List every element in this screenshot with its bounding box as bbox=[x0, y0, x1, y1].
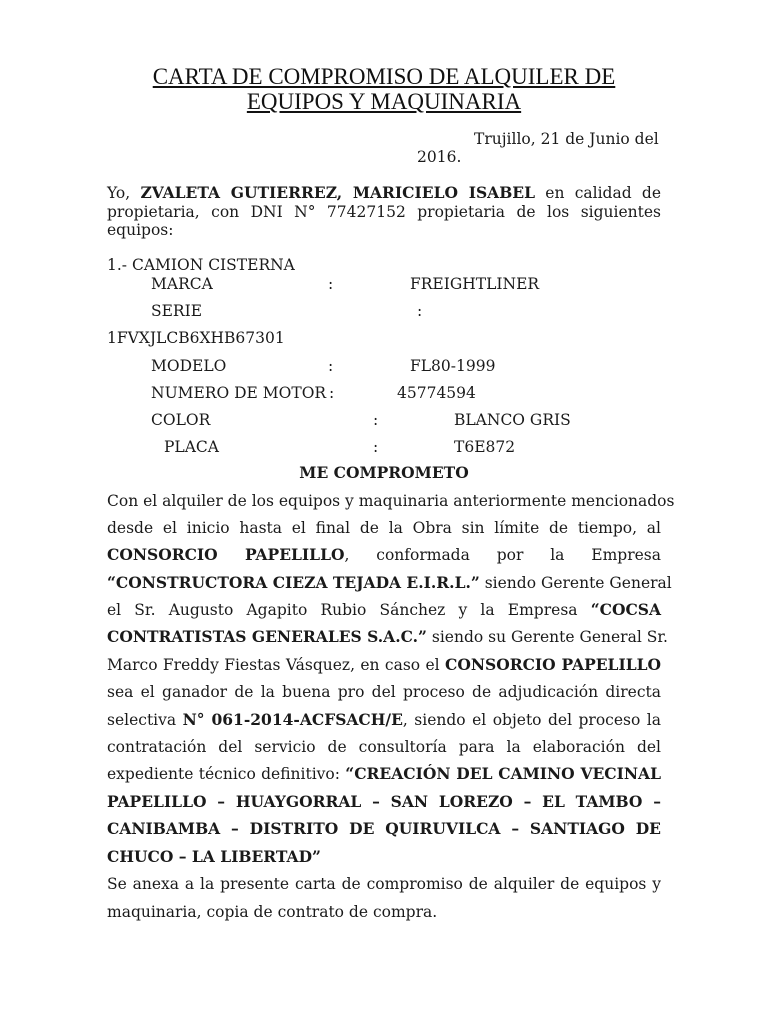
intro-capacity: en calidad de bbox=[545, 184, 662, 202]
body-line-5 bbox=[107, 601, 661, 619]
body-line-4 bbox=[107, 573, 672, 592]
motor-label: NUMERO DE MOTOR bbox=[151, 384, 327, 402]
intro-line-3: equipos: bbox=[107, 221, 174, 239]
body-line-16: maquinaria, copia de contrato de compra. bbox=[107, 903, 438, 921]
company-2-name-start: “COCSA bbox=[590, 600, 661, 619]
placa-colon: : bbox=[373, 438, 379, 456]
project-name-start: “CREACIÓN DEL CAMINO VECINAL bbox=[345, 764, 661, 783]
equipment-heading: 1.- CAMION CISTERNA bbox=[107, 256, 295, 274]
process-number: N° 061-2014-ACFSACH/E bbox=[182, 710, 403, 729]
body-line-2: desde el inicio hasta el final de la Obra sin límite de tiempo, al bbox=[107, 519, 661, 537]
company-1-name: “CONSTRUCTORA CIEZA TEJADA E.I.R.L.” bbox=[107, 573, 480, 592]
marca-colon: : bbox=[328, 275, 334, 293]
color-label: COLOR bbox=[151, 411, 211, 429]
body-line-11-text: expediente técnico definitivo: bbox=[107, 765, 346, 783]
date-line-1: Trujillo, 21 de Junio del bbox=[474, 130, 659, 148]
placa-value: T6E872 bbox=[454, 438, 516, 456]
body-line-8: sea el ganador de la buena pro del proceso de adjudicación directa bbox=[107, 683, 661, 701]
commit-heading: ME COMPROMETO bbox=[299, 463, 469, 482]
body-line-1: Con el alquiler de los equipos y maquinaria anteriormente mencionados bbox=[107, 492, 675, 510]
body-line-3-rest: , conformada por la Empresa bbox=[344, 546, 661, 564]
consortium-name-2: CONSORCIO PAPELILLO bbox=[445, 655, 661, 674]
color-value: BLANCO GRIS bbox=[454, 411, 571, 429]
marca-value: FREIGHTLINER bbox=[410, 275, 540, 293]
motor-value: 45774594 bbox=[397, 384, 476, 402]
body-line-11 bbox=[107, 765, 661, 783]
company-2-name-end: CONTRATISTAS GENERALES S.A.C.” bbox=[107, 627, 427, 646]
body-line-15: Se anexa a la presente carta de compromiso de alquiler de equipos y bbox=[107, 875, 661, 893]
body-line-9-rest: , siendo el objeto del proceso la bbox=[402, 711, 661, 729]
serie-colon: : bbox=[417, 302, 423, 320]
intro-line-1 bbox=[107, 184, 661, 202]
body-line-7-text: Marco Freddy Fiestas Vásquez, en caso el bbox=[107, 656, 445, 674]
marca-label: MARCA bbox=[151, 275, 213, 293]
intro-line-2: propietaria, con DNI N° 77427152 propietaria de los siguientes bbox=[107, 203, 661, 221]
body-line-4-rest: siendo Gerente General bbox=[479, 574, 672, 592]
serie-label: SERIE bbox=[151, 302, 203, 320]
body-line-7 bbox=[107, 656, 661, 674]
owner-name: ZVALETA GUTIERREZ, MARICIELO ISABEL bbox=[140, 183, 536, 202]
title-line-2: EQUIPOS Y MAQUINARIA bbox=[246, 89, 522, 114]
title-line-1: CARTA DE COMPROMISO DE ALQUILER DE bbox=[152, 64, 616, 89]
modelo-colon: : bbox=[328, 357, 334, 375]
serie-value: 1FVXJLCB6XHB67301 bbox=[107, 329, 285, 347]
intro-yo: Yo, bbox=[107, 184, 131, 202]
date-line-2: 2016. bbox=[417, 148, 462, 166]
document-title bbox=[107, 64, 661, 114]
body-line-9-text: selectiva bbox=[107, 711, 183, 729]
consortium-name: CONSORCIO PAPELILLO bbox=[107, 545, 345, 564]
body-line-6 bbox=[107, 627, 668, 646]
placa-label: PLACA bbox=[164, 438, 219, 456]
body-line-13: CANIBAMBA – DISTRITO DE QUIRUVILCA – SANTIAGO DE bbox=[107, 819, 661, 838]
body-line-3 bbox=[107, 546, 661, 564]
body-line-6-rest: siendo su Gerente General Sr. bbox=[426, 628, 668, 646]
motor-colon: : bbox=[329, 384, 335, 402]
body-line-14: CHUCO – LA LIBERTAD” bbox=[107, 847, 321, 866]
body-line-12: PAPELILLO – HUAYGORRAL – SAN LOREZO – EL TAMBO – bbox=[107, 792, 661, 811]
modelo-value: FL80-1999 bbox=[410, 357, 496, 375]
color-colon: : bbox=[373, 411, 379, 429]
body-line-9 bbox=[107, 711, 661, 729]
body-line-5-text: el Sr. Augusto Agapito Rubio Sánchez y la Empresa bbox=[107, 601, 591, 619]
body-line-10: contratación del servicio de consultoría para la elaboración del bbox=[107, 738, 661, 756]
modelo-label: MODELO bbox=[151, 357, 227, 375]
